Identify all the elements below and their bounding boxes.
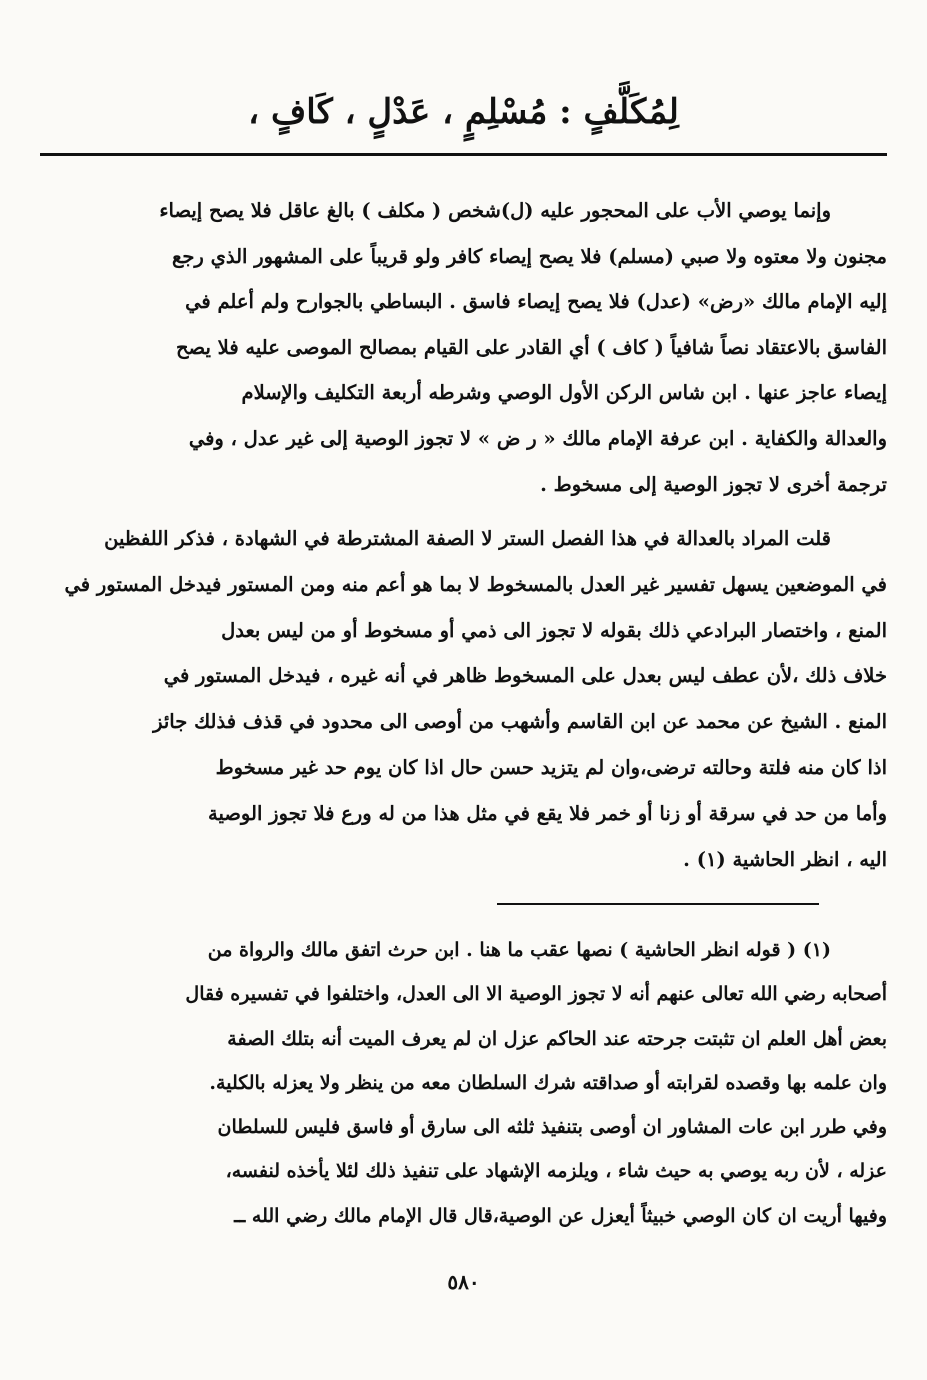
footnote-line: وفي طرر ابن عات المشاور ان أوصى بتنفيذ ثلثه الى سارق أو فاسق فليس للسلطان bbox=[217, 1116, 887, 1139]
footnote-line: وفيها أريت ان كان الوصي خبيثاً أيعزل عن الوصية،قال قال الإمام مالك رضي الله ــ bbox=[234, 1204, 887, 1227]
footnote-line: (١) ( قوله انظر الحاشية ) نصها عقب ما هنا . ابن حرث اتفق مالك والرواة من bbox=[207, 939, 831, 961]
header-divider bbox=[40, 153, 887, 156]
footnote-line: بعض أهل العلم ان تثبتت جرحته عند الحاكم عزل ان لم يعرف الميت أنه بتلك الصفة bbox=[227, 1027, 887, 1050]
main-paragraph-1 bbox=[40, 188, 887, 507]
footnote-line: أصحابه رضي الله تعالى عنهم أنه لا تجوز الوصية الا الى العدل، واختلفوا في تفسيره فقال bbox=[185, 983, 887, 1006]
footnote-divider bbox=[497, 903, 819, 905]
text-line: ترجمة أخرى لا تجوز الوصية إلى مسخوط . bbox=[540, 472, 887, 496]
text-line: وإنما يوصي الأب على المحجور عليه (ل)شخص ( مكلف ) بالغ عاقل فلا يصح إيصاء bbox=[159, 199, 831, 222]
page-header-title: لِمُكَلَّفٍ : مُسْلِمٍ ، عَدْلٍ ، كَافٍ ، bbox=[248, 92, 679, 132]
text-line: المنع . الشيخ عن محمد عن ابن القاسم وأشهب من أوصى الى محدود في قذف فذلك جائز bbox=[153, 710, 887, 734]
text-line: مجنون ولا معتوه ولا صبي (مسلم) فلا يصح إيصاء كافر ولو قريباً على المشهور الذي رجع bbox=[171, 244, 887, 268]
footnote-line: عزله ، لأن ربه يوصي به حيث شاء ، ويلزمه الإشهاد على تنفيذ ذلك لئلا يأخذه لنفسه، bbox=[225, 1160, 887, 1183]
text-line: المنع ، واختصار البرادعي ذلك بقوله لا تجوز الى ذمي أو مسخوط أو من ليس بعدل bbox=[221, 618, 887, 642]
text-line: خلاف ذلك ،لأن عطف ليس بعدل على المسخوط ظاهر في أنه غيره ، فيدخل المستور في bbox=[163, 664, 887, 688]
text-line: والعدالة والكفاية . ابن عرفة الإمام مالك « ر ض » لا تجوز الوصية إلى غير عدل ، وفي bbox=[188, 426, 887, 450]
text-line: إيصاء عاجز عنها . ابن شاس الركن الأول الوصي وشرطه أربعة التكليف والإسلام bbox=[241, 381, 887, 405]
text-line: اذا كان منه فلتة وحالته ترضى،وان لم يتزيد حسن حال اذا كان يوم حد غير مسخوط bbox=[215, 755, 887, 779]
text-line: الفاسق بالاعتقاد نصاً شافياً ( كاف ) أي القادر على القيام بمصالح الموصى عليه فلا يصح bbox=[175, 335, 887, 359]
page-number: ٥٨٠ bbox=[447, 1270, 480, 1294]
footnote-line: وان علمه بها وقصده لقرابته أو صداقته شرك السلطان معه من ينظر ولا يعزله بالكلية. bbox=[209, 1071, 887, 1094]
footnote bbox=[40, 928, 887, 1238]
text-line: قلت المراد بالعدالة في هذا الفصل الستر لا الصفة المشترطة في الشهادة ، فذكر اللفظين bbox=[104, 527, 831, 550]
text-line: وأما من حد في سرقة أو زنا أو خمر فلا يقع في مثل هذا من له ورع فلا تجوز الوصية bbox=[208, 801, 887, 825]
text-line: في الموضعين يسهل تفسير غير العدل بالمسخوط لا بما هو أعم منه ومن المستور فيدخل المستور في bbox=[64, 572, 887, 596]
text-line: اليه ، انظر الحاشية (١) . bbox=[683, 847, 887, 871]
main-paragraph-2 bbox=[40, 516, 887, 882]
text-line: إليه الإمام مالك «رض» (عدل) فلا يصح إيصاء فاسق . البساطي بالجوارح ولم أعلم في bbox=[185, 290, 887, 314]
